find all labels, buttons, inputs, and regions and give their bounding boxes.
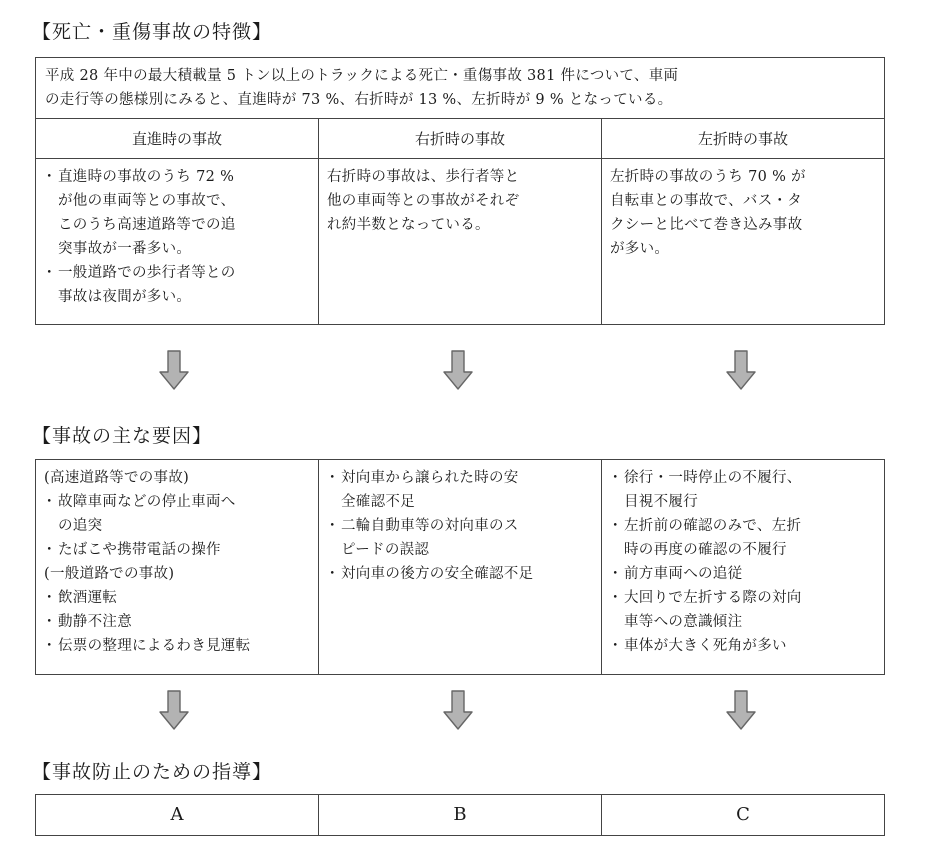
text-line: クシーと比べて巻き込み事故: [610, 217, 803, 233]
list-item: [44, 490, 310, 538]
text-line: ・ 直進時の事故のうち 72 %: [58, 169, 235, 185]
text-line: ・ 徐行・一時停止の不履行、: [624, 470, 802, 486]
list-item: [44, 610, 310, 634]
list-item: [44, 586, 310, 610]
text-line: ・ 車体が大きく死角が多い: [624, 638, 787, 654]
text-line: ・ 左折前の確認のみで、左折: [624, 518, 802, 534]
text-line: が多い。: [610, 241, 670, 257]
down-arrow-icon: [443, 350, 473, 390]
left-turn-causes: [602, 460, 884, 674]
text-line: 自転車との事故で、バス・タ: [610, 193, 803, 209]
text-line: 他の車両等との事故がそれぞ: [327, 193, 520, 209]
list-item: [44, 538, 310, 562]
right-turn-accident-description: [319, 159, 602, 324]
list-item: [44, 634, 310, 658]
down-arrow-icon: [159, 690, 189, 730]
left-turn-accident-description: [602, 159, 884, 324]
list-item: [610, 562, 876, 586]
straight-causes: [36, 460, 319, 674]
group-label: (一般道路での事故): [44, 566, 175, 582]
text-line: ・ 一般道路での歩行者等との: [58, 265, 236, 281]
group-label: (高速道路等での事故): [44, 470, 190, 486]
text-line: れ約半数となっている。: [327, 217, 490, 233]
text-line: 目視不履行: [624, 494, 698, 510]
straight-accident-description: [36, 159, 319, 324]
text-line: 事故は夜間が多い。: [58, 289, 192, 305]
text-line: ・ 対向車から譲られた時の安: [341, 470, 519, 486]
list-item: [327, 466, 593, 514]
text-line: の追突: [58, 518, 103, 534]
main-causes-table: [35, 459, 885, 675]
list-item: [610, 586, 876, 634]
section-heading-main-causes: 【事故の主な要因】: [32, 425, 213, 447]
right-turn-causes: [319, 460, 602, 674]
text-line: が他の車両等との事故で、: [58, 193, 236, 209]
list-item: [610, 514, 876, 562]
text-line: ピードの誤認: [341, 542, 430, 558]
characteristics-table: [35, 57, 885, 325]
list-item: [327, 562, 593, 586]
list-item: [610, 466, 876, 514]
text-line: ・ 飲酒運転: [58, 590, 118, 606]
text-line: ・ 対向車の後方の安全確認不足: [341, 566, 534, 582]
text-line: ・ 前方車両への追従: [624, 566, 743, 582]
intro-line: の走行等の態様別にみると、直進時が 73 %、右折時が 13 %、左折時が 9 % となっている。: [45, 92, 673, 108]
text-line: ・ 故障車両などの停止車両へ: [58, 494, 236, 510]
section-heading-characteristics: 【死亡・重傷事故の特徴】: [32, 21, 273, 43]
down-arrow-icon: [443, 690, 473, 730]
text-line: ・ 大回りで左折する際の対向: [624, 590, 802, 606]
list-item: [44, 165, 310, 261]
list-item: [327, 514, 593, 562]
text-line: ・ 二輪自動車等の対向車のス: [341, 518, 519, 534]
list-item: [44, 261, 310, 309]
text-line: 時の再度の確認の不履行: [624, 542, 787, 558]
text-line: ・ たばこや携帯電話の操作: [58, 542, 221, 558]
column-header-left-turn: 左折時の事故: [602, 119, 884, 159]
column-header-right-turn: 右折時の事故: [319, 119, 602, 159]
guidance-cell-c: C: [736, 804, 750, 825]
intro-text: [36, 58, 884, 119]
text-line: ・ 伝票の整理によるわき見運転: [58, 638, 251, 654]
intro-line: 平成 28 年中の最大積載量 5 トン以上のトラックによる死亡・重傷事故 381 件について、車両: [45, 68, 679, 84]
down-arrow-icon: [726, 350, 756, 390]
text-line: 右折時の事故は、歩行者等と: [327, 169, 520, 185]
list-item: [610, 634, 876, 658]
down-arrow-icon: [726, 690, 756, 730]
text-line: 車等への意識傾注: [624, 614, 743, 630]
column-header-straight: 直進時の事故: [36, 119, 319, 159]
text-line: 突事故が一番多い。: [58, 241, 192, 257]
text-line: 左折時の事故のうち 70 % が: [610, 169, 806, 185]
text-line: このうち高速道路等での追: [58, 217, 236, 233]
guidance-cell-a: A: [36, 795, 319, 835]
text-line: ・ 動静不注意: [58, 614, 132, 630]
section-heading-prevention-guidance: 【事故防止のための指導】: [32, 761, 273, 783]
guidance-cell-b: B: [319, 795, 602, 835]
prevention-guidance-table: [35, 794, 885, 836]
text-line: 全確認不足: [341, 494, 415, 510]
down-arrow-icon: [159, 350, 189, 390]
